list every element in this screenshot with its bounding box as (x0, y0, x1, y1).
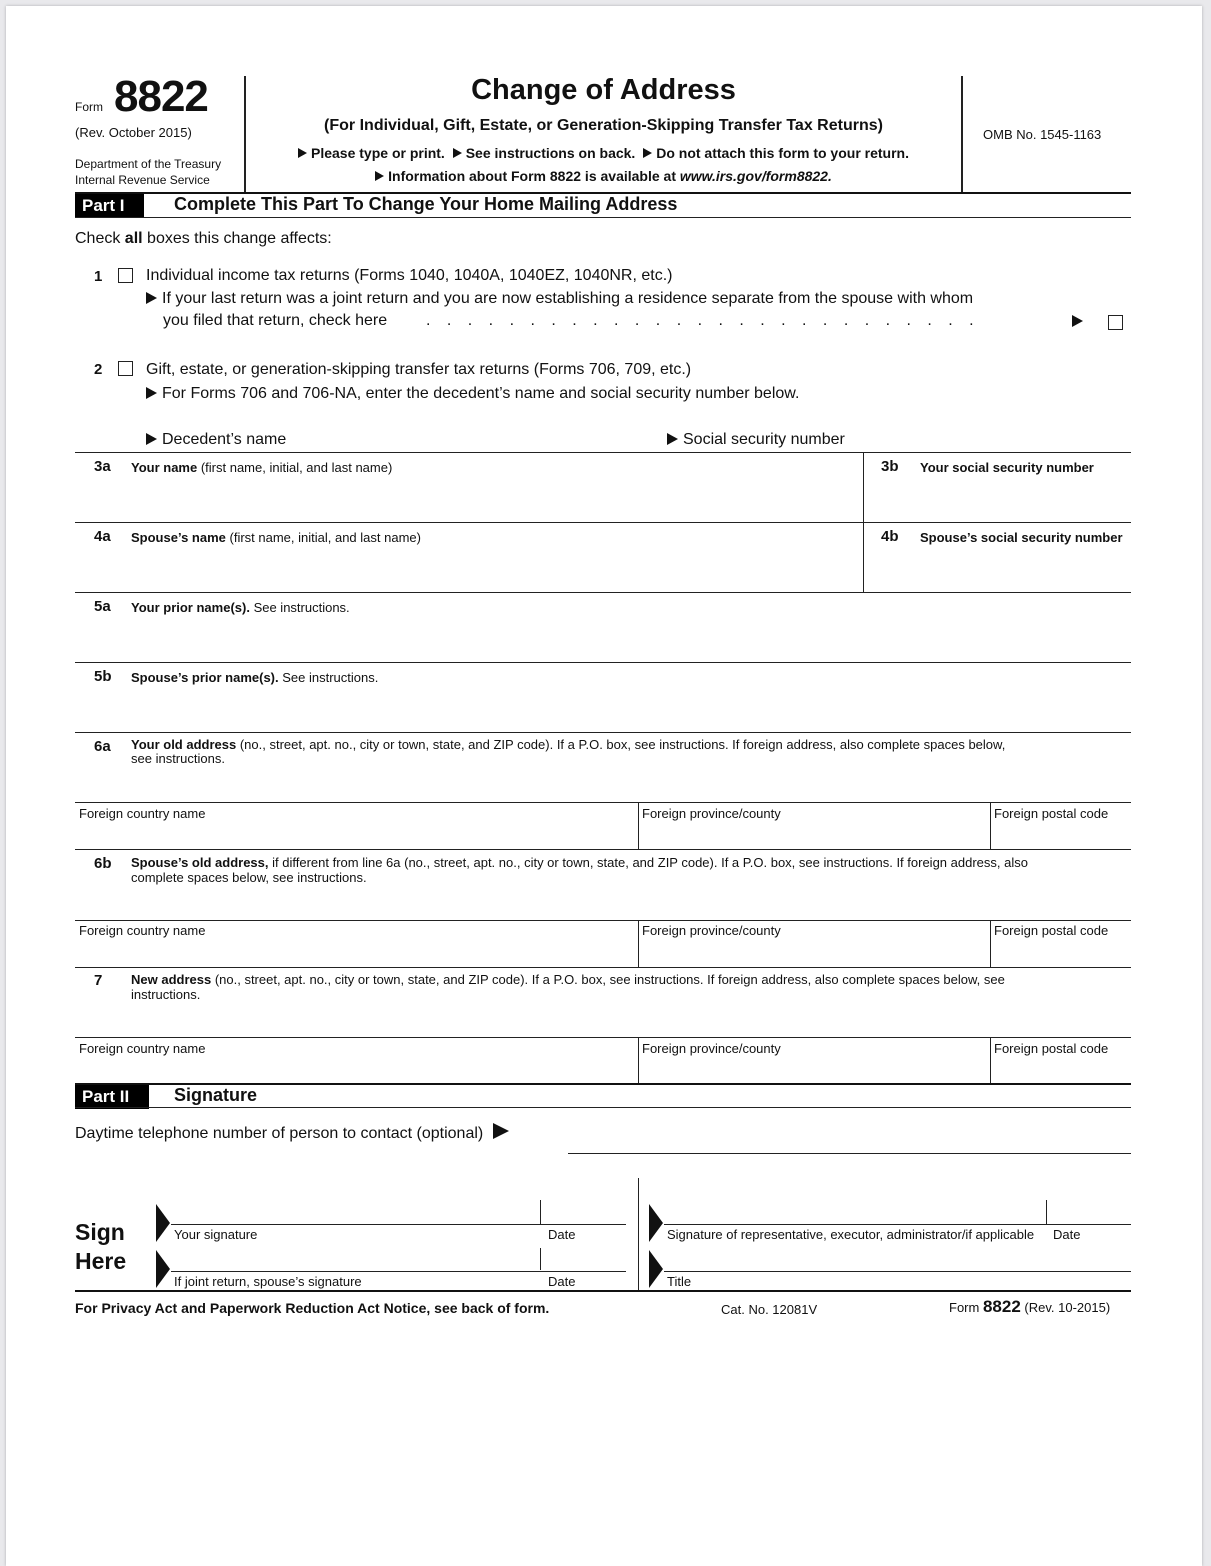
part-1-label: Part I (75, 194, 144, 218)
phone-input[interactable] (568, 1126, 1131, 1152)
line-3a-label: Your name (first name, initial, and last name) (131, 460, 393, 475)
spouse-old-address-field[interactable] (131, 886, 1126, 918)
line-1-leader-dots: . . . . . . . . . . . . . . . . . . . . . . . . . . . (426, 312, 980, 329)
representative-signature-label: Signature of representative, executor, administrator/if applicable (667, 1227, 1035, 1242)
new-address-field[interactable] (131, 1003, 1126, 1035)
line-6a-number: 6a (94, 738, 111, 755)
arrow-icon (493, 1123, 509, 1139)
foreign-country-label: Foreign country name (79, 1041, 206, 1056)
header-divider-right (961, 76, 963, 193)
line-1-number: 1 (94, 268, 103, 285)
line-5a-number: 5a (94, 598, 111, 615)
irs-url-link[interactable]: www.irs.gov/form8822. (679, 168, 832, 184)
form-number: 8822 (114, 72, 208, 121)
date-label: Date (548, 1227, 576, 1242)
column-divider (990, 802, 991, 849)
foreign-postal-label: Foreign postal code (994, 1041, 1109, 1056)
part-1-title: Complete This Part To Change Your Home Mailing Address (174, 194, 678, 214)
representative-date-field[interactable] (1048, 1198, 1130, 1224)
part-2-title: Signature (174, 1085, 258, 1105)
your-name-field[interactable] (131, 478, 859, 520)
line-1-text: Individual income tax returns (Forms 1040, 1040A, 1040EZ, 1040NR, etc.) (146, 267, 673, 284)
line-5b-number: 5b (94, 668, 112, 685)
foreign-province-label: Foreign province/county (642, 1041, 781, 1056)
column-divider (638, 920, 639, 967)
arrow-icon (375, 171, 384, 181)
instructions-line-2: Information about Form 8822 is available at www.irs.gov/form8822. (246, 168, 961, 184)
revision: (Rev. October 2015) (75, 125, 192, 140)
joint-return-checkbox[interactable] (1108, 315, 1123, 330)
new-foreign-country-field[interactable] (79, 1057, 634, 1083)
instructions-line-1: Please type or print. See instructions on back. Do not attach this form to your return. (246, 145, 961, 161)
date-label: Date (548, 1274, 576, 1289)
arrow-icon (146, 387, 157, 399)
footer-form-id: Form 8822 (Rev. 10-2015) (949, 1297, 1111, 1316)
rule (171, 1271, 626, 1272)
column-divider (1046, 1200, 1047, 1224)
spouse-prior-names-field[interactable] (131, 688, 1126, 730)
old-foreign-province-field[interactable] (642, 822, 986, 848)
arrow-icon (1072, 313, 1088, 331)
column-divider (990, 1037, 991, 1084)
date-label: Date (1053, 1227, 1081, 1242)
rule (75, 452, 1131, 453)
spouse-foreign-province-field[interactable] (642, 939, 986, 965)
title-label: Title (667, 1274, 692, 1289)
arrow-icon (146, 292, 157, 304)
line-7-number: 7 (94, 972, 103, 989)
column-divider (638, 802, 639, 849)
sign-arrow-icon (156, 1204, 170, 1242)
line-2-checkbox[interactable] (118, 361, 133, 376)
rule (75, 592, 1131, 593)
sign-arrow-icon (649, 1250, 663, 1288)
spouse-signature-field[interactable] (174, 1246, 539, 1270)
foreign-province-label: Foreign province/county (642, 923, 781, 938)
rule (75, 662, 1131, 663)
your-signature-label: Your signature (174, 1227, 258, 1242)
line-2-sub: For Forms 706 and 706-NA, enter the decedent’s name and social security number below. (146, 385, 799, 403)
catalog-number: Cat. No. 12081V (721, 1302, 818, 1317)
foreign-postal-label: Foreign postal code (994, 923, 1109, 938)
line-7-label: New address (no., street, apt. no., city or town, state, and ZIP code). If a P.O. box, see instructions. If foreign address, also complete spaces below, see instructions. (131, 972, 1005, 1002)
line-3b-label: Your social security number (920, 460, 1094, 475)
form-title: Change of Address (471, 74, 736, 106)
part-1-rule (75, 217, 1131, 218)
decedent-ssn-label: Social security number (667, 431, 845, 449)
rule (75, 732, 1131, 733)
new-foreign-province-field[interactable] (642, 1057, 986, 1083)
rule (75, 920, 1131, 921)
old-address-field[interactable] (131, 768, 1126, 800)
line-1-sub-2: you filed that return, check here (163, 312, 388, 329)
rule (75, 849, 1131, 850)
line-3a-number: 3a (94, 458, 111, 475)
old-foreign-postal-field[interactable] (994, 822, 1126, 848)
phone-label: Daytime telephone number of person to contact (optional) (75, 1123, 514, 1143)
representative-signature-field[interactable] (666, 1198, 1044, 1224)
column-divider (638, 1037, 639, 1084)
foreign-postal-label: Foreign postal code (994, 806, 1109, 821)
line-5a-label: Your prior name(s). See instructions. (131, 600, 350, 615)
form-subtitle: (For Individual, Gift, Estate, or Generation-Skipping Transfer Tax Returns) (324, 117, 883, 134)
line-6b-number: 6b (94, 855, 112, 872)
sign-arrow-icon (156, 1250, 170, 1288)
part-2-label: Part II (75, 1085, 149, 1109)
column-divider (540, 1200, 541, 1224)
spouse-name-field[interactable] (131, 548, 859, 590)
your-signature-field[interactable] (174, 1198, 539, 1224)
rule (75, 522, 1131, 523)
arrow-icon (643, 148, 652, 158)
arrow-icon (298, 148, 307, 158)
department: Department of the Treasury (75, 157, 222, 171)
line-2-number: 2 (94, 361, 103, 378)
part-2-rule (75, 1107, 1131, 1108)
privacy-notice: For Privacy Act and Paperwork Reduction Act Notice, see back of form. (75, 1300, 550, 1316)
decedent-name-field[interactable] (146, 418, 661, 454)
omb-number: OMB No. 1545-1163 (983, 127, 1102, 142)
line-6b-label: Spouse’s old address, if different from line 6a (no., street, apt. no., city or town, state, and ZIP code). If a P.O. box, see instructions. If foreign address, also complete spaces below, see instructions. (131, 855, 1028, 885)
old-foreign-country-field[interactable] (79, 822, 634, 848)
line-4a-number: 4a (94, 528, 111, 545)
phone-rule (568, 1153, 1131, 1154)
line-6a-label: Your old address (no., street, apt. no., city or town, state, and ZIP code). If a P.O. box, see instructions. If foreign address, also complete spaces below, see instructions. (131, 737, 1006, 766)
spouse-signature-label: If joint return, spouse’s signature (174, 1274, 362, 1289)
column-divider (540, 1248, 541, 1270)
line-1-sub-1: If your last return was a joint return and you are now establishing a residence separate from the spouse with whom (146, 290, 973, 308)
rule (75, 1037, 1131, 1038)
line-4b-number: 4b (881, 528, 899, 545)
rule (664, 1271, 1131, 1272)
your-signature-date-field[interactable] (542, 1198, 626, 1224)
arrow-icon (453, 148, 462, 158)
rule (75, 802, 1131, 803)
form-label: Form (75, 100, 103, 114)
rule (171, 1224, 626, 1225)
your-ssn-field[interactable] (868, 478, 1128, 520)
sign-here-label: Sign Here (75, 1219, 127, 1274)
new-foreign-postal-field[interactable] (994, 1057, 1126, 1083)
form-page (6, 6, 1202, 1566)
footer-rule (75, 1290, 1131, 1292)
line-3b-number: 3b (881, 458, 899, 475)
rule (664, 1224, 1131, 1225)
spouse-foreign-postal-field[interactable] (994, 939, 1126, 965)
signature-divider (638, 1178, 639, 1291)
rule (75, 967, 1131, 968)
line-1-checkbox[interactable] (118, 268, 133, 283)
spouse-signature-date-field[interactable] (542, 1246, 626, 1270)
column-divider (990, 920, 991, 967)
check-all-instruction: Check all boxes this change affects: (75, 230, 332, 247)
foreign-province-label: Foreign province/county (642, 806, 781, 821)
sign-arrow-icon (649, 1204, 663, 1242)
foreign-country-label: Foreign country name (79, 923, 206, 938)
line-4a-label: Spouse’s name (first name, initial, and last name) (131, 530, 421, 545)
spouse-ssn-field[interactable] (868, 548, 1128, 590)
decedent-name-label: Decedent’s name (146, 431, 286, 449)
spouse-foreign-country-field[interactable] (79, 939, 634, 965)
service: Internal Revenue Service (75, 173, 210, 187)
your-prior-names-field[interactable] (131, 618, 1126, 660)
line-4b-label: Spouse’s social security number (920, 530, 1123, 545)
line-5b-label: Spouse’s prior name(s). See instructions. (131, 670, 379, 685)
line-2-text: Gift, estate, or generation-skipping transfer tax returns (Forms 706, 709, etc.) (146, 361, 692, 378)
foreign-country-label: Foreign country name (79, 806, 206, 821)
decedent-ssn-field[interactable] (667, 418, 862, 454)
title-field[interactable] (666, 1246, 1128, 1270)
